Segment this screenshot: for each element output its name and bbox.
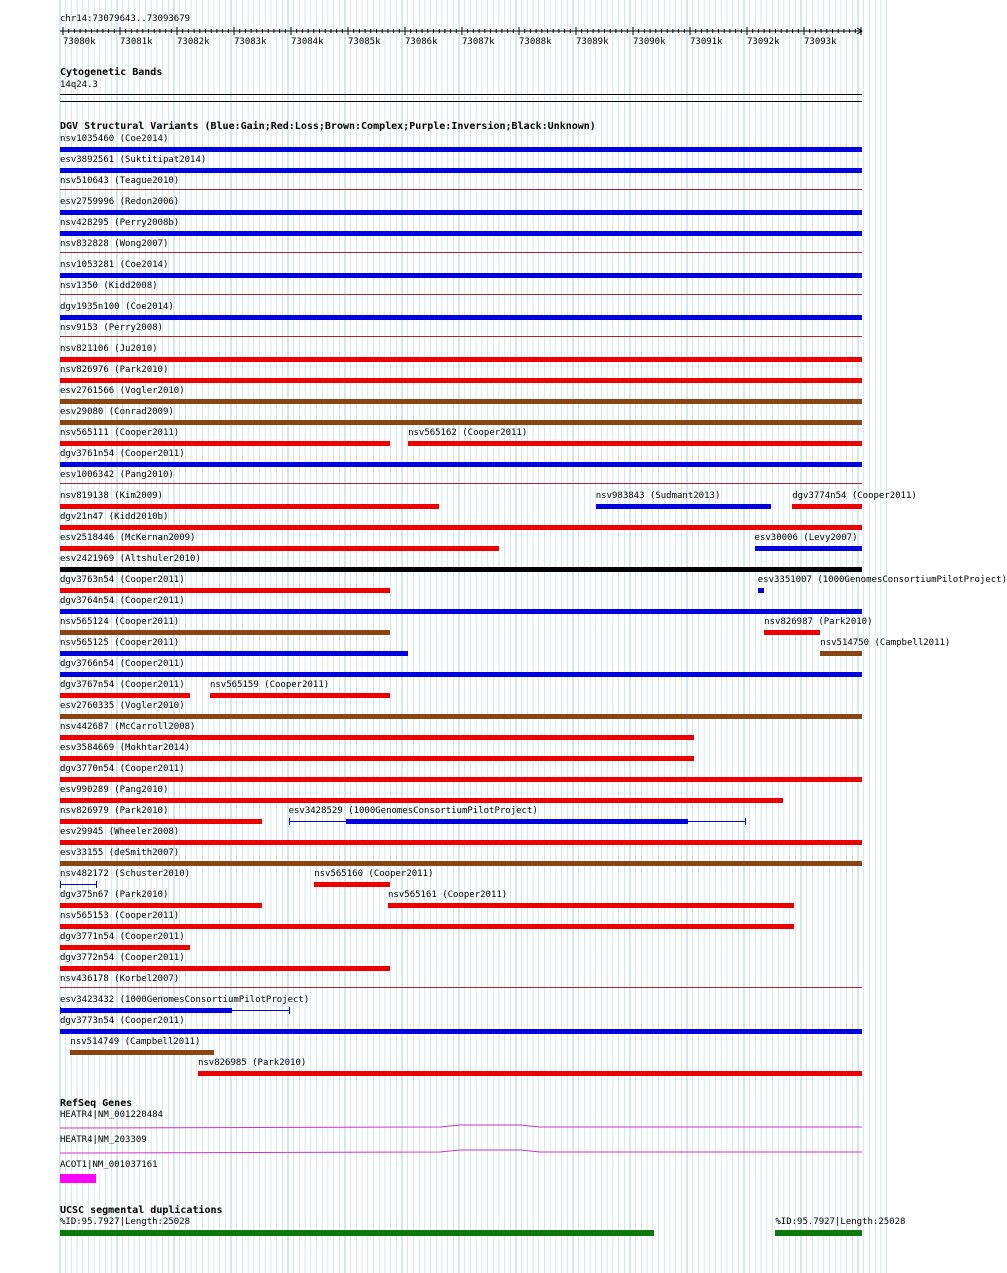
cytoband-label: 14q24.3 — [60, 80, 98, 90]
variant-label: esv1006342 (Pang2010) — [60, 470, 174, 480]
variant-line — [60, 987, 862, 988]
variant-label: nsv565159 (Cooper2011) — [209, 680, 330, 690]
gene-label: ACOT1|NM_001037161 — [60, 1160, 158, 1170]
variant-label: esv2761566 (Vogler2010) — [60, 386, 185, 396]
variant-bar — [596, 504, 772, 509]
variant-end-tick — [289, 818, 290, 825]
variant-label: nsv565161 (Cooper2011) — [388, 890, 508, 900]
variant-bar — [60, 315, 862, 320]
variant-bar — [60, 441, 390, 446]
variant-bar — [60, 903, 262, 908]
ruler-tick-label: 73093k — [804, 37, 837, 47]
variant-line — [60, 336, 862, 337]
ruler-tick-label: 73087k — [462, 37, 495, 47]
variant-label: nsv565160 (Cooper2011) — [314, 869, 434, 879]
variant-bar — [60, 924, 794, 929]
variant-label: dgv3774n54 (Cooper2011) — [792, 491, 917, 501]
variant-bar — [60, 168, 862, 173]
variant-label: nsv832828 (Wong2007) — [60, 239, 169, 249]
variant-bar — [198, 1071, 862, 1076]
variant-label: dgv3772n54 (Cooper2011) — [60, 953, 185, 963]
coordinate-ruler — [0, 0, 890, 50]
variant-label: esv2760335 (Vogler2010) — [60, 701, 185, 711]
ruler-tick-label: 73081k — [120, 37, 153, 47]
ruler-tick-label: 73084k — [291, 37, 324, 47]
variant-bar — [60, 861, 862, 866]
ruler-tick-label: 73090k — [633, 37, 666, 47]
gene-intron-line — [0, 1147, 890, 1157]
variant-bar — [60, 798, 783, 803]
variant-intron-line — [60, 884, 97, 885]
variant-end-tick — [289, 1007, 290, 1014]
variant-bar — [210, 693, 390, 698]
gene-exon — [60, 1174, 96, 1183]
variant-bar — [820, 651, 862, 656]
variant-label: esv29080 (Conrad2009) — [60, 407, 174, 417]
variant-bar — [60, 945, 190, 950]
variant-bar — [60, 714, 862, 719]
variant-label: nsv9153 (Perry2008) — [60, 323, 163, 333]
variant-bar — [60, 609, 862, 614]
segdup-bar — [60, 1230, 654, 1236]
cytobands-track-title: Cytogenetic Bands — [60, 67, 163, 78]
variant-bar — [60, 588, 390, 593]
variant-bar — [60, 147, 862, 152]
refseq-track-title: RefSeq Genes — [60, 1098, 133, 1109]
gene-intron-line — [0, 1122, 890, 1132]
ruler-tick-label: 73080k — [63, 37, 96, 47]
variant-bar — [60, 693, 190, 698]
segdup-label: %ID:95.7927|Length:25028 — [775, 1217, 906, 1227]
variant-bar — [60, 1029, 862, 1034]
variant-bar — [346, 819, 688, 824]
variant-end-tick — [745, 818, 746, 825]
variant-bar — [60, 378, 862, 383]
segdup-bar — [775, 1230, 862, 1236]
intron-path — [60, 1125, 862, 1128]
variant-bar — [60, 357, 862, 362]
variant-bar — [60, 966, 390, 971]
variant-bar — [60, 273, 862, 278]
variant-bar — [60, 630, 390, 635]
variant-label: nsv826985 (Park2010) — [197, 1058, 307, 1068]
variant-label: nsv510643 (Teague2010) — [60, 176, 180, 186]
variant-label: nsv436178 (Korbel2007) — [60, 974, 180, 984]
variant-bar — [60, 1008, 232, 1013]
variant-label: nsv565125 (Cooper2011) — [60, 638, 180, 648]
variant-label: esv2518446 (McKernan2009) — [60, 533, 196, 543]
variant-bar — [60, 819, 262, 824]
variant-label: dgv3761n54 (Cooper2011) — [60, 449, 185, 459]
ruler-tick-label: 73091k — [690, 37, 723, 47]
variant-bar — [60, 672, 862, 677]
variant-label: nsv1035460 (Coe2014) — [60, 134, 169, 144]
variant-bar — [60, 525, 862, 530]
ruler-tick-label: 73085k — [348, 37, 381, 47]
variant-label: nsv565153 (Cooper2011) — [60, 911, 180, 921]
ruler-tick-label: 73092k — [747, 37, 780, 47]
variant-label: dgv3771n54 (Cooper2011) — [60, 932, 185, 942]
dgv-track-title: DGV Structural Variants (Blue:Gain;Red:Loss;Brown:Complex;Purple:Inversion;Black:Unknown) — [60, 121, 596, 132]
variant-label: nsv565124 (Cooper2011) — [60, 617, 180, 627]
variant-label: nsv983843 (Sudmant2013) — [595, 491, 721, 501]
variant-label: dgv375n67 (Park2010) — [60, 890, 169, 900]
variant-label: nsv442687 (McCarroll2008) — [60, 722, 196, 732]
variant-label: nsv565111 (Cooper2011) — [60, 428, 180, 438]
variant-label: esv3423432 (1000GenomesConsortiumPilotProject) — [60, 995, 310, 1005]
variant-label: nsv428295 (Perry2008b) — [60, 218, 180, 228]
variant-label: dgv3763n54 (Cooper2011) — [60, 575, 185, 585]
variant-line — [60, 252, 862, 253]
variant-bar — [60, 504, 439, 509]
variant-label: nsv826976 (Park2010) — [60, 365, 169, 375]
cytoband-divider — [60, 101, 862, 102]
variant-label: esv990289 (Pang2010) — [60, 785, 169, 795]
variant-label: dgv3764n54 (Cooper2011) — [60, 596, 185, 606]
variant-bar — [60, 840, 862, 845]
ruler-tick-label: 73086k — [405, 37, 438, 47]
intron-path — [60, 1150, 862, 1153]
variant-bar — [60, 756, 694, 761]
variant-bar — [70, 1050, 214, 1055]
variant-label: dgv3766n54 (Cooper2011) — [60, 659, 185, 669]
variant-label: esv3584669 (Mokhtar2014) — [60, 743, 191, 753]
variant-label: esv3428529 (1000GenomesConsortiumPilotProject) — [288, 806, 538, 816]
variant-bar — [60, 399, 862, 404]
cytoband-divider — [60, 94, 862, 95]
ruler-tick-label: 73089k — [576, 37, 609, 47]
variant-bar — [60, 735, 694, 740]
variant-bar — [60, 420, 862, 425]
variant-line — [60, 294, 862, 295]
variant-label: esv33155 (deSmith2007) — [60, 848, 180, 858]
ruler-tick-label: 73083k — [234, 37, 267, 47]
variant-line — [60, 189, 862, 190]
variant-label: nsv1350 (Kidd2008) — [60, 281, 158, 291]
variant-label: dgv3770n54 (Cooper2011) — [60, 764, 185, 774]
variant-label: dgv1935n100 (Coe2014) — [60, 302, 174, 312]
variant-bar — [755, 546, 862, 551]
variant-bar — [792, 504, 862, 509]
variant-label: esv3892561 (Suktitipat2014) — [60, 155, 207, 165]
variant-label: nsv826987 (Park2010) — [764, 617, 873, 627]
gene-label: HEATR4|NM_001220484 — [60, 1110, 163, 1120]
gene-label: HEATR4|NM_203309 — [60, 1135, 147, 1145]
variant-label: nsv819138 (Kim2009) — [60, 491, 163, 501]
variant-label: dgv3773n54 (Cooper2011) — [60, 1016, 185, 1026]
variant-label: dgv21n47 (Kidd2010b) — [60, 512, 169, 522]
variant-label: esv2759996 (Redon2006) — [60, 197, 180, 207]
variant-bar — [60, 210, 862, 215]
variant-bar — [758, 588, 764, 593]
variant-label: nsv482172 (Schuster2010) — [60, 869, 191, 879]
region-coordinates: chr14:73079643..73093679 — [60, 14, 191, 24]
variant-label: nsv514749 (Campbell2011) — [70, 1037, 201, 1047]
variant-label: nsv514750 (Campbell2011) — [820, 638, 951, 648]
variant-bar — [408, 441, 862, 446]
variant-bar — [60, 777, 862, 782]
variant-bar — [60, 231, 862, 236]
variant-bar — [388, 903, 794, 908]
segdup-track-title: UCSC segmental duplications — [60, 1205, 223, 1216]
variant-bar — [60, 546, 499, 551]
variant-bar — [764, 630, 820, 635]
variant-end-tick — [96, 881, 97, 888]
variant-bar — [60, 462, 862, 467]
variant-label: nsv826979 (Park2010) — [60, 806, 169, 816]
variant-label: dgv3767n54 (Cooper2011) — [60, 680, 185, 690]
variant-label: nsv821106 (Ju2010) — [60, 344, 158, 354]
variant-label: esv30006 (Levy2007) — [754, 533, 858, 543]
variant-label: esv2421969 (Altshuler2010) — [60, 554, 201, 564]
variant-end-tick — [60, 881, 61, 888]
ruler-tick-label: 73082k — [177, 37, 210, 47]
variant-label: esv3351007 (1000GenomesConsortiumPilotProject) — [757, 575, 1007, 585]
variant-bar — [60, 567, 862, 572]
ruler-tick-label: 73088k — [519, 37, 552, 47]
variant-bar — [314, 882, 389, 887]
variant-line — [60, 483, 862, 484]
variant-label: esv29945 (Wheeler2008) — [60, 827, 180, 837]
variant-label: nsv565162 (Cooper2011) — [408, 428, 528, 438]
variant-label: nsv1053281 (Coe2014) — [60, 260, 169, 270]
variant-bar — [60, 651, 408, 656]
segdup-label: %ID:95.7927|Length:25028 — [60, 1217, 191, 1227]
